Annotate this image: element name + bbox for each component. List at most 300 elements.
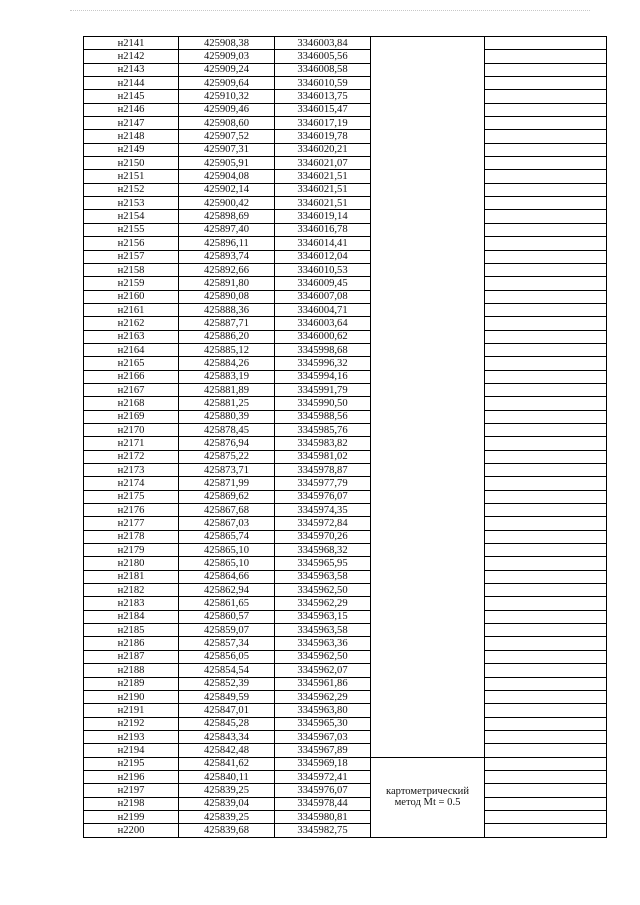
table-row bbox=[84, 277, 607, 290]
table-row bbox=[84, 704, 607, 717]
point-id-cell: н2180 bbox=[84, 557, 179, 570]
table-row bbox=[84, 717, 607, 730]
y-coordinate-cell: 3345982,75 bbox=[275, 824, 371, 837]
y-coordinate-cell: 3346021,51 bbox=[275, 183, 371, 196]
x-coordinate-cell: 425854,54 bbox=[179, 664, 275, 677]
x-coordinate-cell: 425876,94 bbox=[179, 437, 275, 450]
y-coordinate-cell: 3345963,80 bbox=[275, 704, 371, 717]
y-coordinate-cell: 3345962,29 bbox=[275, 690, 371, 703]
y-coordinate-cell: 3345963,58 bbox=[275, 624, 371, 637]
x-coordinate-cell: 425865,10 bbox=[179, 557, 275, 570]
y-coordinate-cell: 3346016,78 bbox=[275, 223, 371, 236]
point-id-cell: н2146 bbox=[84, 103, 179, 116]
table-row bbox=[84, 330, 607, 343]
empty-cell bbox=[485, 757, 607, 770]
x-coordinate-cell: 425839,04 bbox=[179, 797, 275, 810]
empty-cell bbox=[485, 37, 607, 50]
empty-cell bbox=[485, 410, 607, 423]
x-coordinate-cell: 425849,59 bbox=[179, 690, 275, 703]
y-coordinate-cell: 3345972,41 bbox=[275, 770, 371, 783]
table-row bbox=[84, 77, 607, 90]
point-id-cell: н2158 bbox=[84, 263, 179, 276]
table-row bbox=[84, 210, 607, 223]
point-id-cell: н2143 bbox=[84, 63, 179, 76]
point-id-cell: н2171 bbox=[84, 437, 179, 450]
point-id-cell: н2163 bbox=[84, 330, 179, 343]
empty-cell bbox=[485, 170, 607, 183]
table-row bbox=[84, 183, 607, 196]
y-coordinate-cell: 3345974,35 bbox=[275, 504, 371, 517]
y-coordinate-cell: 3345962,07 bbox=[275, 664, 371, 677]
y-coordinate-cell: 3345980,81 bbox=[275, 810, 371, 823]
empty-cell bbox=[485, 90, 607, 103]
y-coordinate-cell: 3345963,58 bbox=[275, 570, 371, 583]
y-coordinate-cell: 3345970,26 bbox=[275, 530, 371, 543]
x-coordinate-cell: 425864,66 bbox=[179, 570, 275, 583]
table-row bbox=[84, 797, 607, 810]
table-row bbox=[84, 50, 607, 63]
point-id-cell: н2170 bbox=[84, 423, 179, 436]
x-coordinate-cell: 425898,69 bbox=[179, 210, 275, 223]
y-coordinate-cell: 3345968,32 bbox=[275, 544, 371, 557]
coordinates-table-body bbox=[84, 37, 607, 838]
point-id-cell: н2141 bbox=[84, 37, 179, 50]
y-coordinate-cell: 3345963,15 bbox=[275, 610, 371, 623]
y-coordinate-cell: 3346007,08 bbox=[275, 290, 371, 303]
table-row bbox=[84, 810, 607, 823]
empty-cell bbox=[485, 570, 607, 583]
x-coordinate-cell: 425909,24 bbox=[179, 63, 275, 76]
table-row bbox=[84, 610, 607, 623]
empty-cell bbox=[485, 357, 607, 370]
empty-cell bbox=[485, 624, 607, 637]
empty-cell bbox=[485, 584, 607, 597]
table-row bbox=[84, 784, 607, 797]
point-id-cell: н2152 bbox=[84, 183, 179, 196]
empty-cell bbox=[485, 650, 607, 663]
x-coordinate-cell: 425852,39 bbox=[179, 677, 275, 690]
empty-cell bbox=[485, 730, 607, 743]
point-id-cell: н2157 bbox=[84, 250, 179, 263]
table-row bbox=[84, 223, 607, 236]
table-row bbox=[84, 624, 607, 637]
empty-cell bbox=[485, 797, 607, 810]
table-row bbox=[84, 584, 607, 597]
y-coordinate-cell: 3346021,51 bbox=[275, 197, 371, 210]
x-coordinate-cell: 425900,42 bbox=[179, 197, 275, 210]
empty-cell bbox=[485, 77, 607, 90]
empty-cell bbox=[485, 143, 607, 156]
x-coordinate-cell: 425839,25 bbox=[179, 784, 275, 797]
empty-cell bbox=[485, 157, 607, 170]
y-coordinate-cell: 3346021,51 bbox=[275, 170, 371, 183]
empty-cell bbox=[485, 704, 607, 717]
point-id-cell: н2165 bbox=[84, 357, 179, 370]
x-coordinate-cell: 425892,66 bbox=[179, 263, 275, 276]
empty-cell bbox=[485, 517, 607, 530]
empty-cell bbox=[485, 130, 607, 143]
point-id-cell: н2184 bbox=[84, 610, 179, 623]
x-coordinate-cell: 425888,36 bbox=[179, 303, 275, 316]
table-row bbox=[84, 770, 607, 783]
empty-cell bbox=[485, 263, 607, 276]
point-id-cell: н2161 bbox=[84, 303, 179, 316]
table-row bbox=[84, 383, 607, 396]
table-row bbox=[84, 517, 607, 530]
x-coordinate-cell: 425878,45 bbox=[179, 423, 275, 436]
y-coordinate-cell: 3345996,32 bbox=[275, 357, 371, 370]
point-id-cell: н2172 bbox=[84, 450, 179, 463]
table-row bbox=[84, 303, 607, 316]
table-row bbox=[84, 343, 607, 356]
empty-cell bbox=[485, 610, 607, 623]
empty-cell bbox=[485, 690, 607, 703]
y-coordinate-cell: 3345978,87 bbox=[275, 464, 371, 477]
x-coordinate-cell: 425908,38 bbox=[179, 37, 275, 50]
y-coordinate-cell: 3345961,86 bbox=[275, 677, 371, 690]
table-row bbox=[84, 237, 607, 250]
x-coordinate-cell: 425865,10 bbox=[179, 544, 275, 557]
point-id-cell: н2155 bbox=[84, 223, 179, 236]
empty-cell bbox=[485, 677, 607, 690]
x-coordinate-cell: 425880,39 bbox=[179, 410, 275, 423]
x-coordinate-cell: 425909,46 bbox=[179, 103, 275, 116]
y-coordinate-cell: 3345965,95 bbox=[275, 557, 371, 570]
point-id-cell: н2178 bbox=[84, 530, 179, 543]
point-id-cell: н2164 bbox=[84, 343, 179, 356]
y-coordinate-cell: 3345976,07 bbox=[275, 490, 371, 503]
empty-cell bbox=[485, 210, 607, 223]
empty-cell bbox=[485, 303, 607, 316]
table-row bbox=[84, 650, 607, 663]
x-coordinate-cell: 425873,71 bbox=[179, 464, 275, 477]
x-coordinate-cell: 425881,89 bbox=[179, 383, 275, 396]
point-id-cell: н2191 bbox=[84, 704, 179, 717]
empty-cell bbox=[485, 343, 607, 356]
x-coordinate-cell: 425862,94 bbox=[179, 584, 275, 597]
point-id-cell: н2153 bbox=[84, 197, 179, 210]
empty-cell bbox=[485, 183, 607, 196]
point-id-cell: н2194 bbox=[84, 744, 179, 757]
y-coordinate-cell: 3345990,50 bbox=[275, 397, 371, 410]
y-coordinate-cell: 3345977,79 bbox=[275, 477, 371, 490]
x-coordinate-cell: 425867,03 bbox=[179, 517, 275, 530]
point-id-cell: н2151 bbox=[84, 170, 179, 183]
table-row bbox=[84, 824, 607, 837]
y-coordinate-cell: 3345978,44 bbox=[275, 797, 371, 810]
empty-cell bbox=[485, 223, 607, 236]
empty-cell bbox=[485, 117, 607, 130]
table-row bbox=[84, 63, 607, 76]
table-row bbox=[84, 490, 607, 503]
empty-cell bbox=[485, 530, 607, 543]
x-coordinate-cell: 425839,68 bbox=[179, 824, 275, 837]
x-coordinate-cell: 425887,71 bbox=[179, 317, 275, 330]
point-id-cell: н2159 bbox=[84, 277, 179, 290]
x-coordinate-cell: 425881,25 bbox=[179, 397, 275, 410]
x-coordinate-cell: 425910,32 bbox=[179, 90, 275, 103]
y-coordinate-cell: 3345967,03 bbox=[275, 730, 371, 743]
y-coordinate-cell: 3345969,18 bbox=[275, 757, 371, 770]
table-row bbox=[84, 250, 607, 263]
point-id-cell: н2149 bbox=[84, 143, 179, 156]
y-coordinate-cell: 3346010,59 bbox=[275, 77, 371, 90]
table-row bbox=[84, 143, 607, 156]
empty-cell bbox=[485, 383, 607, 396]
table-row bbox=[84, 103, 607, 116]
point-id-cell: н2193 bbox=[84, 730, 179, 743]
empty-cell bbox=[485, 477, 607, 490]
x-coordinate-cell: 425904,08 bbox=[179, 170, 275, 183]
table-row bbox=[84, 90, 607, 103]
x-coordinate-cell: 425867,68 bbox=[179, 504, 275, 517]
x-coordinate-cell: 425909,03 bbox=[179, 50, 275, 63]
empty-cell bbox=[485, 664, 607, 677]
point-id-cell: н2166 bbox=[84, 370, 179, 383]
point-id-cell: н2196 bbox=[84, 770, 179, 783]
table-row bbox=[84, 544, 607, 557]
empty-cell bbox=[485, 744, 607, 757]
y-coordinate-cell: 3346020,21 bbox=[275, 143, 371, 156]
x-coordinate-cell: 425859,07 bbox=[179, 624, 275, 637]
point-id-cell: н2175 bbox=[84, 490, 179, 503]
y-coordinate-cell: 3345962,29 bbox=[275, 597, 371, 610]
y-coordinate-cell: 3346009,45 bbox=[275, 277, 371, 290]
empty-cell bbox=[485, 810, 607, 823]
point-id-cell: н2179 bbox=[84, 544, 179, 557]
table-row bbox=[84, 357, 607, 370]
point-id-cell: н2190 bbox=[84, 690, 179, 703]
empty-cell bbox=[485, 464, 607, 477]
table-row bbox=[84, 423, 607, 436]
y-coordinate-cell: 3346004,71 bbox=[275, 303, 371, 316]
point-id-cell: н2142 bbox=[84, 50, 179, 63]
table-row bbox=[84, 637, 607, 650]
point-id-cell: н2177 bbox=[84, 517, 179, 530]
point-id-cell: н2144 bbox=[84, 77, 179, 90]
x-coordinate-cell: 425875,22 bbox=[179, 450, 275, 463]
x-coordinate-cell: 425869,62 bbox=[179, 490, 275, 503]
scan-artifact-line bbox=[70, 10, 590, 11]
empty-cell bbox=[485, 504, 607, 517]
x-coordinate-cell: 425856,05 bbox=[179, 650, 275, 663]
table-row bbox=[84, 157, 607, 170]
x-coordinate-cell: 425907,52 bbox=[179, 130, 275, 143]
point-id-cell: н2168 bbox=[84, 397, 179, 410]
table-row bbox=[84, 117, 607, 130]
empty-cell bbox=[485, 437, 607, 450]
empty-cell bbox=[485, 277, 607, 290]
empty-cell bbox=[485, 717, 607, 730]
y-coordinate-cell: 3346019,78 bbox=[275, 130, 371, 143]
point-id-cell: н2169 bbox=[84, 410, 179, 423]
y-coordinate-cell: 3345994,16 bbox=[275, 370, 371, 383]
y-coordinate-cell: 3345962,50 bbox=[275, 650, 371, 663]
y-coordinate-cell: 3346008,58 bbox=[275, 63, 371, 76]
point-id-cell: н2160 bbox=[84, 290, 179, 303]
empty-cell bbox=[485, 250, 607, 263]
point-id-cell: н2148 bbox=[84, 130, 179, 143]
table-row bbox=[84, 597, 607, 610]
empty-cell bbox=[485, 637, 607, 650]
point-id-cell: н2162 bbox=[84, 317, 179, 330]
x-coordinate-cell: 425871,99 bbox=[179, 477, 275, 490]
table-row bbox=[84, 464, 607, 477]
point-id-cell: н2181 bbox=[84, 570, 179, 583]
empty-cell bbox=[485, 290, 607, 303]
y-coordinate-cell: 3346012,04 bbox=[275, 250, 371, 263]
empty-cell bbox=[485, 370, 607, 383]
y-coordinate-cell: 3345976,07 bbox=[275, 784, 371, 797]
point-id-cell: н2200 bbox=[84, 824, 179, 837]
table-row bbox=[84, 410, 607, 423]
x-coordinate-cell: 425865,74 bbox=[179, 530, 275, 543]
point-id-cell: н2183 bbox=[84, 597, 179, 610]
y-coordinate-cell: 3346003,64 bbox=[275, 317, 371, 330]
point-id-cell: н2182 bbox=[84, 584, 179, 597]
table-row bbox=[84, 530, 607, 543]
x-coordinate-cell: 425883,19 bbox=[179, 370, 275, 383]
x-coordinate-cell: 425860,57 bbox=[179, 610, 275, 623]
x-coordinate-cell: 425893,74 bbox=[179, 250, 275, 263]
y-coordinate-cell: 3346015,47 bbox=[275, 103, 371, 116]
point-id-cell: н2197 bbox=[84, 784, 179, 797]
method-cell-blank bbox=[371, 37, 485, 758]
y-coordinate-cell: 3346005,56 bbox=[275, 50, 371, 63]
point-id-cell: н2195 bbox=[84, 757, 179, 770]
point-id-cell: н2188 bbox=[84, 664, 179, 677]
table-row bbox=[84, 37, 607, 50]
x-coordinate-cell: 425890,08 bbox=[179, 290, 275, 303]
point-id-cell: н2192 bbox=[84, 717, 179, 730]
x-coordinate-cell: 425905,91 bbox=[179, 157, 275, 170]
method-note-cell bbox=[371, 757, 485, 837]
x-coordinate-cell: 425891,80 bbox=[179, 277, 275, 290]
y-coordinate-cell: 3345983,82 bbox=[275, 437, 371, 450]
x-coordinate-cell: 425845,28 bbox=[179, 717, 275, 730]
table-row bbox=[84, 690, 607, 703]
x-coordinate-cell: 425907,31 bbox=[179, 143, 275, 156]
point-id-cell: н2198 bbox=[84, 797, 179, 810]
point-id-cell: н2186 bbox=[84, 637, 179, 650]
x-coordinate-cell: 425885,12 bbox=[179, 343, 275, 356]
point-id-cell: н2189 bbox=[84, 677, 179, 690]
table-row bbox=[84, 757, 607, 770]
y-coordinate-cell: 3346014,41 bbox=[275, 237, 371, 250]
x-coordinate-cell: 425839,25 bbox=[179, 810, 275, 823]
method-note-line-1: картометрический bbox=[385, 786, 470, 798]
y-coordinate-cell: 3346010,53 bbox=[275, 263, 371, 276]
empty-cell bbox=[485, 490, 607, 503]
y-coordinate-cell: 3345962,50 bbox=[275, 584, 371, 597]
table-row bbox=[84, 504, 607, 517]
point-id-cell: н2173 bbox=[84, 464, 179, 477]
empty-cell bbox=[485, 330, 607, 343]
empty-cell bbox=[485, 237, 607, 250]
point-id-cell: н2167 bbox=[84, 383, 179, 396]
table-row bbox=[84, 170, 607, 183]
x-coordinate-cell: 425908,60 bbox=[179, 117, 275, 130]
x-coordinate-cell: 425861,65 bbox=[179, 597, 275, 610]
table-row bbox=[84, 570, 607, 583]
empty-cell bbox=[485, 557, 607, 570]
y-coordinate-cell: 3346019,14 bbox=[275, 210, 371, 223]
x-coordinate-cell: 425847,01 bbox=[179, 704, 275, 717]
empty-cell bbox=[485, 597, 607, 610]
empty-cell bbox=[485, 317, 607, 330]
x-coordinate-cell: 425840,11 bbox=[179, 770, 275, 783]
y-coordinate-cell: 3346000,62 bbox=[275, 330, 371, 343]
empty-cell bbox=[485, 397, 607, 410]
y-coordinate-cell: 3346003,84 bbox=[275, 37, 371, 50]
table-row bbox=[84, 370, 607, 383]
table-row bbox=[84, 677, 607, 690]
y-coordinate-cell: 3345988,56 bbox=[275, 410, 371, 423]
table-row bbox=[84, 290, 607, 303]
x-coordinate-cell: 425909,64 bbox=[179, 77, 275, 90]
empty-cell bbox=[485, 423, 607, 436]
empty-cell bbox=[485, 784, 607, 797]
table-row bbox=[84, 477, 607, 490]
y-coordinate-cell: 3345972,84 bbox=[275, 517, 371, 530]
x-coordinate-cell: 425884,26 bbox=[179, 357, 275, 370]
empty-cell bbox=[485, 103, 607, 116]
empty-cell bbox=[485, 450, 607, 463]
x-coordinate-cell: 425841,62 bbox=[179, 757, 275, 770]
method-note-line-2: метод Mt = 0.5 bbox=[394, 797, 461, 809]
table-row bbox=[84, 437, 607, 450]
point-id-cell: н2156 bbox=[84, 237, 179, 250]
x-coordinate-cell: 425843,34 bbox=[179, 730, 275, 743]
y-coordinate-cell: 3346021,07 bbox=[275, 157, 371, 170]
y-coordinate-cell: 3345965,30 bbox=[275, 717, 371, 730]
table-row bbox=[84, 730, 607, 743]
x-coordinate-cell: 425897,40 bbox=[179, 223, 275, 236]
y-coordinate-cell: 3345967,89 bbox=[275, 744, 371, 757]
y-coordinate-cell: 3346013,75 bbox=[275, 90, 371, 103]
y-coordinate-cell: 3345963,36 bbox=[275, 637, 371, 650]
table-row bbox=[84, 397, 607, 410]
x-coordinate-cell: 425902,14 bbox=[179, 183, 275, 196]
empty-cell bbox=[485, 824, 607, 837]
table-row bbox=[84, 317, 607, 330]
coordinates-table bbox=[83, 36, 607, 838]
table-row bbox=[84, 197, 607, 210]
y-coordinate-cell: 3345991,79 bbox=[275, 383, 371, 396]
point-id-cell: н2150 bbox=[84, 157, 179, 170]
empty-cell bbox=[485, 544, 607, 557]
table-row bbox=[84, 130, 607, 143]
table-row bbox=[84, 744, 607, 757]
table-row bbox=[84, 263, 607, 276]
empty-cell bbox=[485, 63, 607, 76]
y-coordinate-cell: 3345998,68 bbox=[275, 343, 371, 356]
x-coordinate-cell: 425857,34 bbox=[179, 637, 275, 650]
point-id-cell: н2199 bbox=[84, 810, 179, 823]
empty-cell bbox=[485, 50, 607, 63]
x-coordinate-cell: 425842,48 bbox=[179, 744, 275, 757]
x-coordinate-cell: 425896,11 bbox=[179, 237, 275, 250]
y-coordinate-cell: 3345981,02 bbox=[275, 450, 371, 463]
point-id-cell: н2145 bbox=[84, 90, 179, 103]
point-id-cell: н2176 bbox=[84, 504, 179, 517]
point-id-cell: н2154 bbox=[84, 210, 179, 223]
x-coordinate-cell: 425886,20 bbox=[179, 330, 275, 343]
empty-cell bbox=[485, 197, 607, 210]
table-row bbox=[84, 664, 607, 677]
empty-cell bbox=[485, 770, 607, 783]
table-row bbox=[84, 557, 607, 570]
